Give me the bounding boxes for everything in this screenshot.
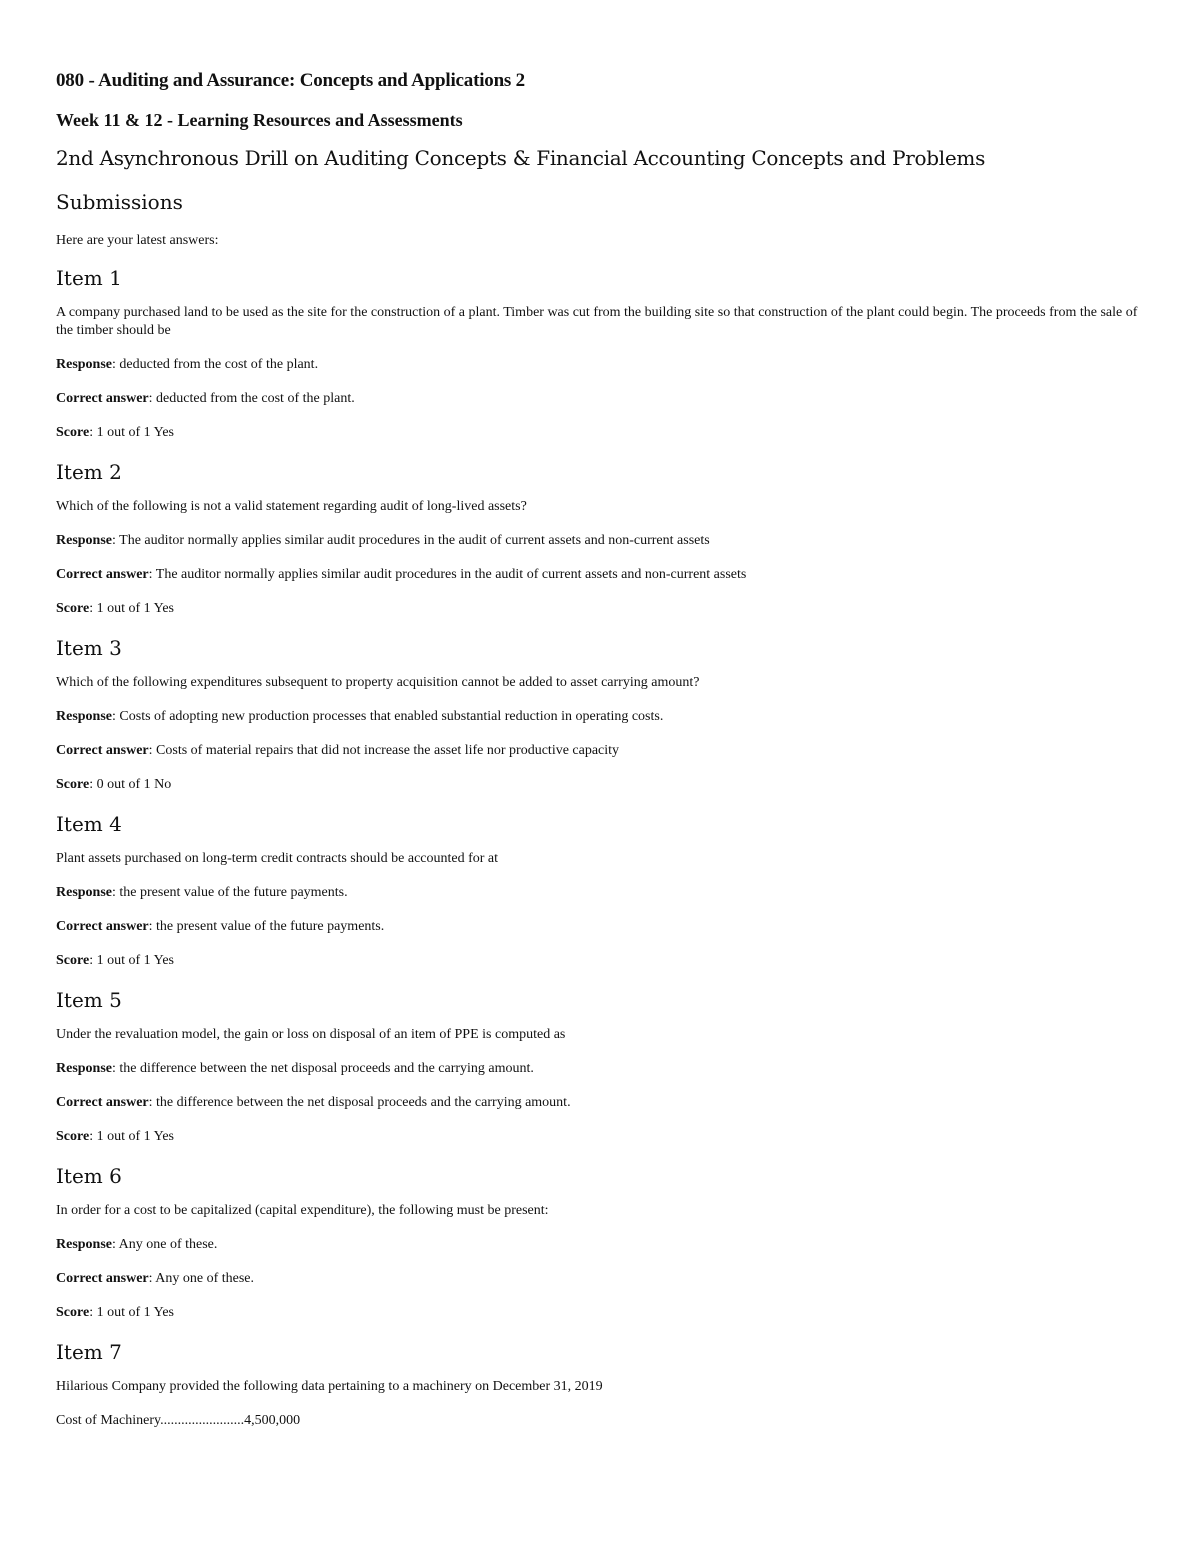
week-title: Week 11 & 12 - Learning Resources and Assessments	[56, 110, 463, 130]
item-score	[56, 776, 1144, 794]
intro-text: Here are your latest answers:	[56, 233, 219, 248]
score-label: Score	[56, 425, 90, 440]
correct-answer-label: Correct answer	[56, 1095, 149, 1110]
correct-answer-value: : the difference between the net disposal proceeds and the carrying amount.	[148, 1095, 571, 1110]
response-value: : the present value of the future payments.	[112, 885, 348, 900]
item-correct-answer	[56, 1094, 1144, 1112]
score-label: Score	[56, 777, 90, 792]
item-question: Plant assets purchased on long-term credit contracts should be accounted for at	[56, 851, 499, 866]
item-correct-answer	[56, 742, 1144, 760]
item-heading: Item 7	[56, 1340, 122, 1364]
response-label: Response	[56, 885, 113, 900]
item-block	[56, 1338, 1144, 1430]
score-label: Score	[56, 1129, 90, 1144]
item-response	[56, 708, 1144, 726]
item-question: Hilarious Company provided the following data pertaining to a machinery on December 31, 2019	[56, 1379, 603, 1394]
drill-title: 2nd Asynchronous Drill on Auditing Concepts & Financial Accounting Concepts and Problems	[56, 146, 986, 170]
item-heading: Item 6	[56, 1164, 122, 1188]
response-label: Response	[56, 357, 113, 372]
item-correct-answer	[56, 1270, 1144, 1288]
score-label: Score	[56, 953, 90, 968]
item-heading: Item 2	[56, 460, 122, 484]
item-block	[56, 458, 1144, 618]
score-value: : 1 out of 1 Yes	[89, 953, 174, 968]
item-question: In order for a cost to be capitalized (capital expenditure), the following must be present:	[56, 1203, 549, 1218]
response-value: : The auditor normally applies similar audit procedures in the audit of current assets and non-current assets	[112, 533, 710, 548]
response-label: Response	[56, 709, 113, 724]
item-correct-answer	[56, 390, 1144, 408]
item-block	[56, 264, 1144, 442]
item-question: Which of the following is not a valid statement regarding audit of long-lived assets?	[56, 499, 527, 514]
item-response	[56, 532, 1144, 550]
score-label: Score	[56, 1305, 90, 1320]
correct-answer-value: : the present value of the future payments.	[148, 919, 385, 934]
correct-answer-label: Correct answer	[56, 743, 149, 758]
submissions-heading: Submissions	[56, 190, 183, 214]
correct-answer-value: : Costs of material repairs that did not increase the asset life nor productive capacity	[148, 743, 620, 758]
score-value: : 1 out of 1 Yes	[89, 601, 174, 616]
response-value: : deducted from the cost of the plant.	[112, 357, 319, 372]
score-value: : 1 out of 1 Yes	[89, 1129, 174, 1144]
score-value: : 1 out of 1 Yes	[89, 425, 174, 440]
item-block	[56, 634, 1144, 794]
item-data-line: Cost of Machinery........................4,500,000	[56, 1413, 301, 1428]
item-heading: Item 1	[56, 266, 122, 290]
item-score	[56, 424, 1144, 442]
item-heading: Item 4	[56, 812, 122, 836]
correct-answer-value: : deducted from the cost of the plant.	[148, 391, 355, 406]
correct-answer-value: : The auditor normally applies similar audit procedures in the audit of current assets and non-current assets	[148, 567, 747, 582]
item-block	[56, 1162, 1144, 1322]
response-label: Response	[56, 1237, 113, 1252]
item-heading: Item 3	[56, 636, 122, 660]
item-question: Under the revaluation model, the gain or loss on disposal of an item of PPE is computed as	[56, 1027, 566, 1042]
item-score	[56, 1304, 1144, 1322]
item-response	[56, 356, 1144, 374]
correct-answer-label: Correct answer	[56, 391, 149, 406]
response-value: : Costs of adopting new production processes that enabled substantial reduction in operating costs.	[112, 709, 664, 724]
item-heading: Item 5	[56, 988, 122, 1012]
correct-answer-label: Correct answer	[56, 567, 149, 582]
item-response	[56, 884, 1144, 902]
course-title: 080 - Auditing and Assurance: Concepts and Applications 2	[56, 70, 525, 91]
score-value: : 0 out of 1 No	[89, 777, 172, 792]
item-score	[56, 600, 1144, 618]
correct-answer-value: : Any one of these.	[148, 1271, 255, 1286]
item-question: Which of the following expenditures subsequent to property acquisition cannot be added to asset carrying amount?	[56, 675, 700, 690]
correct-answer-label: Correct answer	[56, 919, 149, 934]
item-response	[56, 1060, 1144, 1078]
response-value: : the difference between the net disposal proceeds and the carrying amount.	[112, 1061, 534, 1076]
score-value: : 1 out of 1 Yes	[89, 1305, 174, 1320]
response-label: Response	[56, 533, 113, 548]
item-correct-answer	[56, 918, 1144, 936]
item-score	[56, 952, 1144, 970]
item-block	[56, 986, 1144, 1146]
item-score	[56, 1128, 1144, 1146]
item-block	[56, 810, 1144, 970]
response-label: Response	[56, 1061, 113, 1076]
item-correct-answer	[56, 566, 1144, 584]
item-response	[56, 1236, 1144, 1254]
item-question: A company purchased land to be used as the site for the construction of a plant. Timber was cut from the building site so that construction of the plant could begin. The proceeds from the sale of the timber should be	[56, 305, 1138, 338]
score-label: Score	[56, 601, 90, 616]
response-value: : Any one of these.	[112, 1237, 218, 1252]
correct-answer-label: Correct answer	[56, 1271, 149, 1286]
